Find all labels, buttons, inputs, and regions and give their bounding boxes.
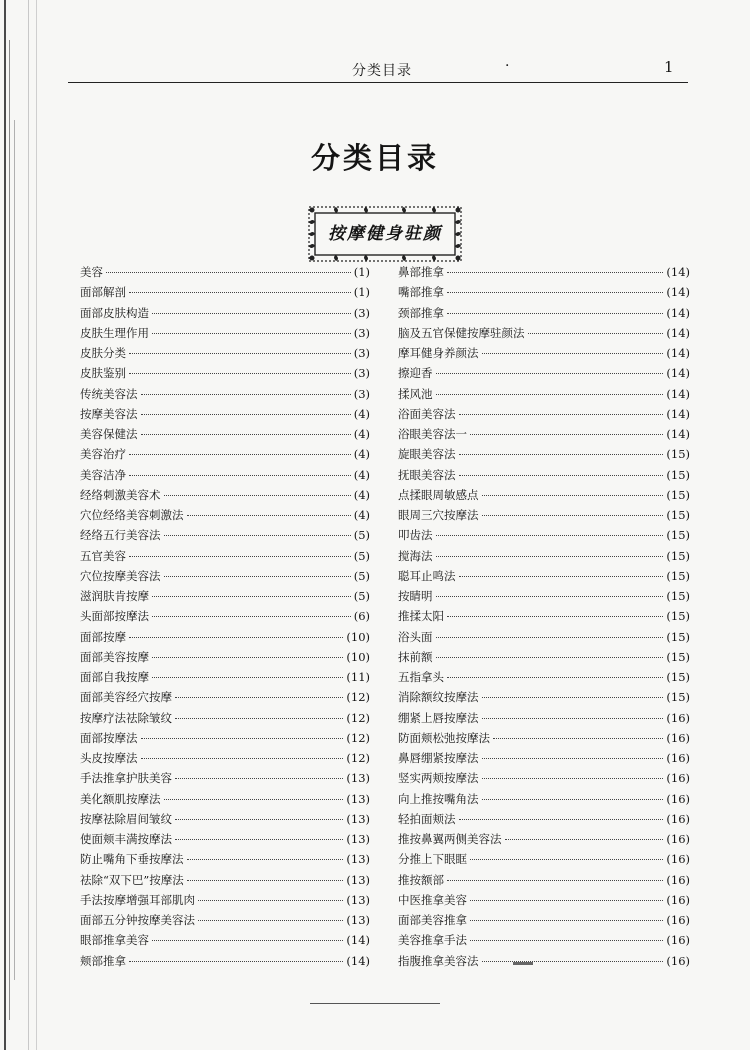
toc-entry: [398, 710, 690, 730]
toc-dot-leader: [198, 900, 343, 901]
toc-entry-page: (16): [666, 852, 690, 867]
toc-dot-leader: [436, 373, 664, 374]
toc-entry-title: 轻拍面颊法: [398, 811, 456, 826]
toc-dot-leader: [198, 920, 343, 921]
toc-entry-title: 皮肤鉴别: [80, 366, 126, 381]
toc-entry: [398, 811, 690, 831]
toc-entry-page: (14): [666, 366, 690, 381]
toc-entry: [80, 892, 370, 912]
toc-entry-page: (16): [666, 771, 690, 786]
toc-entry-title: 揉风池: [398, 386, 433, 401]
toc-dot-leader: [447, 880, 663, 881]
toc-dot-leader: [482, 758, 664, 759]
toc-entry-page: (13): [346, 832, 370, 846]
toc-dot-leader: [129, 454, 351, 455]
toc-entry-page: (10): [346, 649, 370, 664]
toc-entry-title: 绷紧上唇按摩法: [398, 710, 479, 725]
toc-entry: [80, 426, 370, 446]
toc-entry-page: (4): [353, 467, 370, 482]
toc-entry: [398, 953, 690, 973]
toc-dot-leader: [141, 738, 344, 739]
toc-dot-leader: [470, 859, 663, 860]
toc-dot-leader: [436, 637, 664, 638]
toc-entry: [80, 365, 370, 385]
toc-entry-title: 经络刺激美容术: [80, 487, 161, 502]
toc-entry-title: 抹前额: [398, 649, 433, 664]
toc-entry-page: (3): [353, 325, 370, 340]
toc-entry-title: 面部解剖: [80, 285, 126, 300]
toc-entry-page: (6): [353, 609, 370, 624]
toc-entry-title: 经络五行美容法: [80, 528, 161, 543]
toc-entry-page: (16): [666, 933, 690, 948]
toc-dot-leader: [164, 535, 351, 536]
toc-entry-page: (16): [666, 953, 690, 968]
toc-dot-leader: [164, 799, 344, 800]
toc-dot-leader: [164, 495, 351, 496]
toc-entry-page: (15): [666, 649, 690, 664]
toc-entry-title: 颊部推拿: [80, 953, 126, 968]
toc-dot-leader: [459, 475, 664, 476]
toc-entry: [398, 386, 690, 406]
toc-entry: [80, 872, 370, 892]
toc-entry: [80, 770, 370, 790]
toc-entry-page: (13): [346, 872, 370, 887]
toc-entry: [80, 406, 370, 426]
toc-entry-title: 滋润肤肯按摩: [80, 589, 149, 603]
toc-dot-leader: [141, 414, 351, 415]
toc-dot-leader: [436, 394, 664, 395]
toc-entry: [80, 527, 370, 547]
toc-dot-leader: [447, 313, 663, 314]
toc-dot-leader: [187, 880, 344, 881]
toc-entry-title: 五指拿头: [398, 670, 444, 684]
toc-entry: [398, 912, 690, 932]
toc-dot-leader: [482, 515, 664, 516]
toc-entry: [398, 872, 690, 892]
toc-dot-leader: [175, 819, 343, 820]
toc-dot-leader: [482, 799, 664, 800]
toc-entry: [80, 953, 370, 973]
toc-entry-page: (4): [353, 508, 370, 522]
toc-entry-title: 皮肤生理作用: [80, 325, 149, 340]
toc-entry: [80, 548, 370, 568]
toc-entry-title: 使面颊丰满按摩法: [80, 832, 172, 846]
toc-entry-page: (15): [666, 589, 690, 603]
toc-entry: [398, 548, 690, 568]
toc-dot-leader: [152, 313, 351, 314]
toc-entry: [398, 791, 690, 811]
toc-entry: [398, 669, 690, 689]
toc-entry-page: (15): [666, 508, 690, 522]
toc-entry-title: 叩齿法: [398, 528, 433, 543]
toc-entry-page: (15): [666, 690, 690, 705]
toc-entry-page: (15): [666, 528, 690, 543]
toc-dot-leader: [106, 272, 351, 273]
toc-entry-page: (4): [353, 406, 370, 421]
toc-dot-leader: [459, 414, 664, 415]
toc-entry: [80, 649, 370, 669]
toc-entry-title: 美容洁净: [80, 467, 126, 482]
toc-entry: [80, 730, 370, 750]
toc-entry-page: (14): [666, 325, 690, 340]
toc-entry: [398, 305, 690, 325]
toc-entry-page: (14): [666, 285, 690, 300]
toc-entry-page: (15): [666, 670, 690, 684]
toc-dot-leader: [470, 940, 663, 941]
toc-dot-leader: [129, 475, 351, 476]
toc-entry-page: (16): [666, 811, 690, 826]
toc-entry: [80, 386, 370, 406]
toc-dot-leader: [129, 373, 351, 374]
toc-dot-leader: [152, 940, 343, 941]
toc-entry-page: (4): [353, 487, 370, 502]
toc-dot-leader: [129, 292, 351, 293]
toc-entry: [80, 608, 370, 628]
toc-entry-title: 面部按摩: [80, 629, 126, 644]
toc-entry: [80, 831, 370, 851]
toc-entry-title: 中医推拿美容: [398, 892, 467, 907]
toc-entry-title: 面部美容经穴按摩: [80, 690, 172, 705]
toc-entry-title: 面部自我按摩: [80, 670, 149, 684]
toc-dot-leader: [528, 333, 664, 334]
toc-entry-title: 推按鼻翼两侧美容法: [398, 832, 502, 846]
toc-entry: [80, 710, 370, 730]
toc-entry-page: (3): [353, 305, 370, 320]
toc-entry-title: 手法推拿护肤美容: [80, 771, 172, 786]
toc-entry-page: (14): [666, 406, 690, 421]
toc-entry-page: (16): [666, 892, 690, 907]
toc-dot-leader: [447, 272, 663, 273]
toc-entry: [80, 487, 370, 507]
toc-dot-leader: [187, 515, 351, 516]
toc-entry: [398, 892, 690, 912]
toc-dot-leader: [175, 718, 343, 719]
toc-dot-leader: [152, 677, 343, 678]
toc-entry-page: (14): [666, 346, 690, 360]
toc-dot-leader: [447, 292, 663, 293]
toc-entry-title: 防面颊松弛按摩法: [398, 730, 490, 745]
toc-entry: [398, 932, 690, 952]
toc-entry: [398, 750, 690, 770]
toc-entry: [398, 851, 690, 871]
toc-entry-page: (12): [346, 710, 370, 725]
toc-entry: [80, 264, 370, 284]
toc-entry-page: (16): [666, 791, 690, 806]
toc-entry: [80, 669, 370, 689]
toc-entry-title: 颈部推拿: [398, 305, 444, 320]
toc-entry: [398, 629, 690, 649]
toc-entry-title: 美化额肌按摩法: [80, 791, 161, 806]
toc-entry-title: 指腹推拿美容法: [398, 953, 479, 968]
toc-entry-page: (13): [346, 811, 370, 826]
toc-entry-title: 美容保健法: [80, 427, 138, 441]
toc-entry-title: 向上推按嘴角法: [398, 791, 479, 806]
toc-entry: [80, 345, 370, 365]
toc-dot-leader: [482, 697, 664, 698]
toc-entry: [398, 588, 690, 608]
toc-dot-leader: [436, 596, 664, 597]
toc-entry-title: 鼻唇绷紧按摩法: [398, 751, 479, 765]
toc-entry-title: 浴头面: [398, 629, 433, 644]
toc-entry: [80, 791, 370, 811]
toc-entry-title: 推揉太阳: [398, 609, 444, 624]
page-title: 分类目录: [310, 141, 439, 175]
toc-dot-leader: [141, 434, 351, 435]
toc-dot-leader: [436, 556, 664, 557]
toc-entry-title: 搅海法: [398, 548, 433, 563]
toc-entry-title: 面部按摩法: [80, 730, 138, 745]
toc-dot-leader: [175, 697, 343, 698]
toc-entry: [80, 588, 370, 608]
toc-dot-leader: [459, 819, 664, 820]
running-head: [68, 58, 688, 83]
toc-entry-title: 按摩祛除眉间皱纹: [80, 811, 172, 826]
toc-dot-leader: [129, 961, 343, 962]
toc-entry-title: 按摩美容法: [80, 406, 138, 421]
toc-entry-page: (14): [666, 386, 690, 401]
toc-entry-page: (14): [666, 265, 690, 279]
toc-entry: [398, 406, 690, 426]
toc-entry-title: 聪耳止鸣法: [398, 568, 456, 583]
toc-dot-leader: [470, 434, 663, 435]
toc-dot-leader: [141, 758, 344, 759]
toc-entry-title: 眼周三穴按摩法: [398, 508, 479, 522]
toc-entry-title: 按摩疗法祛除皱纹: [80, 710, 172, 725]
toc-entry-page: (1): [353, 265, 370, 279]
toc-entry: [398, 568, 690, 588]
print-smudge: [513, 962, 533, 965]
toc-entry-title: 美容: [80, 265, 103, 279]
toc-entry: [398, 264, 690, 284]
toc-entry-page: (15): [666, 487, 690, 502]
toc-entry-page: (4): [353, 447, 370, 462]
toc-entry-page: (5): [353, 528, 370, 543]
toc-entry-page: (16): [666, 730, 690, 745]
toc-dot-leader: [129, 637, 343, 638]
toc-entry: [398, 730, 690, 750]
toc-entry-page: (14): [346, 953, 370, 968]
toc-dot-leader: [436, 657, 664, 658]
toc-dot-leader: [447, 616, 663, 617]
toc-entry: [398, 325, 690, 345]
toc-entry: [80, 305, 370, 325]
toc-dot-leader: [459, 576, 664, 577]
toc-entry-title: 浴面美容法: [398, 406, 456, 421]
toc-entry-title: 脑及五官保健按摩驻颜法: [398, 325, 525, 340]
toc-entry: [80, 467, 370, 487]
toc-entry-page: (13): [346, 771, 370, 786]
toc-entry: [80, 568, 370, 588]
toc-entry-page: (14): [666, 305, 690, 320]
toc-dot-leader: [141, 394, 351, 395]
toc-entry: [398, 649, 690, 669]
toc-entry-page: (16): [666, 710, 690, 725]
toc-entry-title: 分推上下眼眶: [398, 852, 467, 867]
toc-entry-title: 面部美容按摩: [80, 649, 149, 664]
toc-entry-title: 传统美容法: [80, 386, 138, 401]
toc-entry-title: 穴位按摩美容法: [80, 568, 161, 583]
section-heading-frame: [306, 204, 464, 264]
toc-entry-page: (15): [666, 629, 690, 644]
toc-entry-page: (3): [353, 366, 370, 381]
toc-entry-title: 竖实两颊按摩法: [398, 771, 479, 786]
toc-entry: [398, 527, 690, 547]
toc-entry-page: (13): [346, 852, 370, 867]
toc-entry: [80, 750, 370, 770]
toc-dot-leader: [129, 556, 351, 557]
running-head-dot: ·: [505, 58, 510, 74]
toc-entry-title: 手法按摩增强耳部肌肉: [80, 892, 195, 907]
toc-entry-page: (3): [353, 386, 370, 401]
toc-entry-title: 面部五分钟按摩美容法: [80, 913, 195, 927]
toc-entry-title: 五官美容: [80, 548, 126, 563]
toc-dot-leader: [493, 738, 663, 739]
toc-dot-leader: [152, 616, 351, 617]
toc-entry-title: 眼部推拿美容: [80, 933, 149, 948]
toc-entry-page: (15): [666, 467, 690, 482]
toc-entry: [398, 689, 690, 709]
toc-entry-title: 面部美容推拿: [398, 913, 467, 927]
footer-rule: [310, 1003, 440, 1004]
toc-dot-leader: [482, 353, 664, 354]
toc-entry-page: (3): [353, 346, 370, 360]
toc-entry-page: (13): [346, 791, 370, 806]
toc-entry: [398, 507, 690, 527]
toc-entry: [398, 426, 690, 446]
toc-entry: [398, 770, 690, 790]
toc-entry: [80, 811, 370, 831]
running-head-title: 分类目录: [352, 63, 412, 79]
toc-entry-page: (13): [346, 892, 370, 907]
toc-entry: [80, 851, 370, 871]
toc-entry-page: (14): [666, 427, 690, 441]
toc-entry: [398, 831, 690, 851]
toc-entry-title: 消除额纹按摩法: [398, 690, 479, 705]
toc-entry-page: (13): [346, 913, 370, 927]
toc-entry-page: (5): [353, 589, 370, 603]
toc-dot-leader: [164, 576, 351, 577]
toc-entry: [398, 365, 690, 385]
toc-entry-page: (15): [666, 609, 690, 624]
toc-entry-page: (12): [346, 690, 370, 705]
toc-entry-page: (16): [666, 872, 690, 887]
toc-entry-page: (15): [666, 548, 690, 563]
toc-entry-title: 头面部按摩法: [80, 609, 149, 624]
toc-dot-leader: [175, 839, 343, 840]
toc-entry: [398, 487, 690, 507]
toc-entry-title: 面部皮肤构造: [80, 305, 149, 320]
toc-entry: [80, 912, 370, 932]
toc-entry: [80, 932, 370, 952]
toc-dot-leader: [129, 353, 351, 354]
toc-entry: [398, 345, 690, 365]
toc-entry-page: (16): [666, 751, 690, 765]
toc-entry-title: 鼻部推拿: [398, 265, 444, 279]
page-number: 1: [664, 58, 674, 76]
toc-dot-leader: [152, 596, 351, 597]
toc-entry-page: (16): [666, 832, 690, 846]
toc-dot-leader: [459, 454, 664, 455]
toc-entry-page: (15): [666, 447, 690, 462]
toc-entry-title: 防止嘴角下垂按摩法: [80, 852, 184, 867]
toc-dot-leader: [470, 900, 663, 901]
toc-dot-leader: [187, 859, 344, 860]
toc-dot-leader: [505, 839, 664, 840]
toc-entry-title: 头皮按摩法: [80, 751, 138, 765]
toc-entry-page: (1): [353, 285, 370, 300]
toc-dot-leader: [152, 333, 351, 334]
toc-entry: [398, 467, 690, 487]
toc-entry-title: 摩耳健身养颜法: [398, 346, 479, 360]
toc-entry: [80, 446, 370, 466]
toc-dot-leader: [152, 657, 343, 658]
toc-entry: [80, 507, 370, 527]
toc-dot-leader: [482, 718, 664, 719]
toc-entry-title: 浴眼美容法一: [398, 427, 467, 441]
toc-entry: [398, 446, 690, 466]
toc-dot-leader: [482, 778, 664, 779]
toc-dot-leader: [447, 677, 663, 678]
section-heading: 按摩健身驻颜: [328, 224, 442, 244]
toc-entry: [80, 629, 370, 649]
toc-entry-page: (14): [346, 933, 370, 948]
toc-dot-leader: [470, 920, 663, 921]
toc-entry-page: (10): [346, 629, 370, 644]
toc-entry: [398, 608, 690, 628]
toc-entry-title: 穴位经络美容刺激法: [80, 508, 184, 522]
toc-entry-page: (16): [666, 913, 690, 927]
toc-entry-title: 按睛明: [398, 589, 433, 603]
toc-column-left: [80, 264, 370, 973]
toc-entry-title: 祛除“双下巴”按摩法: [80, 872, 184, 887]
toc-entry: [80, 284, 370, 304]
toc-entry-title: 皮肤分类: [80, 346, 126, 360]
toc-entry-page: (5): [353, 548, 370, 563]
toc-entry-page: (12): [346, 751, 370, 765]
toc-entry: [80, 325, 370, 345]
toc-entry: [398, 284, 690, 304]
toc-entry-title: 嘴部推拿: [398, 285, 444, 300]
toc-entry-page: (12): [346, 730, 370, 745]
toc-column-right: [398, 264, 690, 973]
toc-entry: [80, 689, 370, 709]
toc-entry-title: 旋眼美容法: [398, 447, 456, 462]
toc-dot-leader: [175, 778, 343, 779]
toc-entry-title: 推按额部: [398, 872, 444, 887]
toc-entry-page: (5): [353, 568, 370, 583]
toc-entry-title: 点揉眼周敏感点: [398, 487, 479, 502]
toc-entry-title: 擦迎香: [398, 366, 433, 381]
toc-entry-page: (4): [353, 427, 370, 441]
toc-entry-title: 美容推拿手法: [398, 933, 467, 948]
toc-dot-leader: [482, 495, 664, 496]
toc-entry-title: 美容治疗: [80, 447, 126, 462]
toc-entry-title: 抚眼美容法: [398, 467, 456, 482]
toc-dot-leader: [482, 961, 664, 962]
toc-entry-page: (11): [346, 670, 370, 684]
toc-dot-leader: [436, 535, 664, 536]
toc-entry-page: (15): [666, 568, 690, 583]
